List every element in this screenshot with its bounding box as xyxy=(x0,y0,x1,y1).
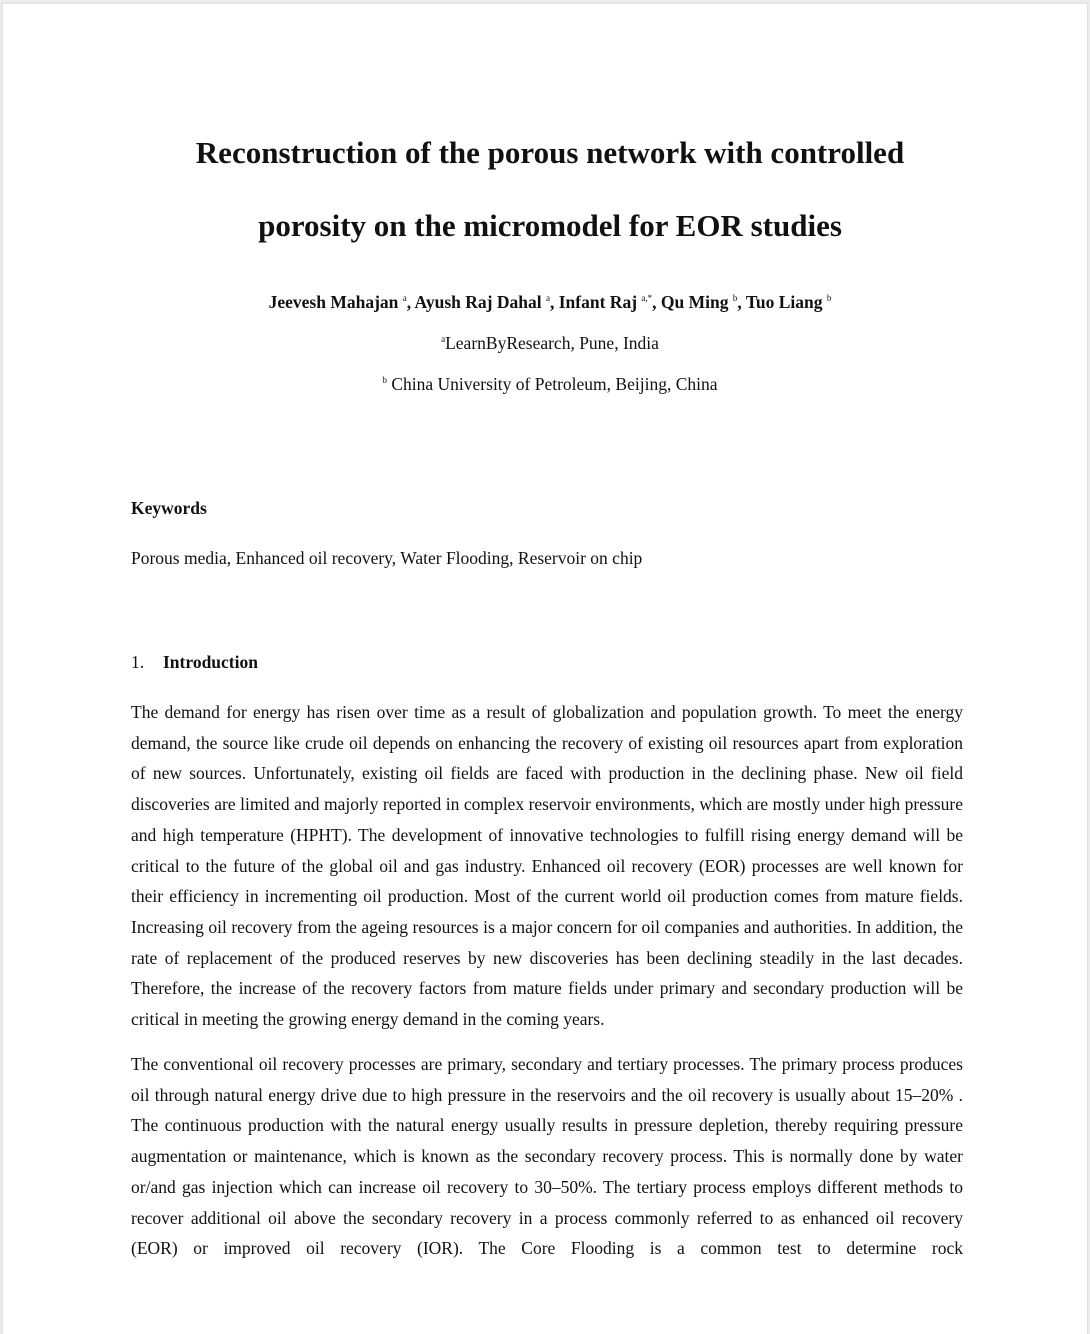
section-heading xyxy=(131,652,258,673)
paper-title-line-2: porosity on the micromodel for EOR studies xyxy=(258,208,842,243)
author-name: Jeevesh Mahajan xyxy=(268,292,399,312)
paper-title-line-1: Reconstruction of the porous network with controlled xyxy=(195,135,905,170)
affiliation-mark: a xyxy=(441,334,446,344)
keywords-heading: Keywords xyxy=(131,498,207,518)
author-affiliation-mark: a xyxy=(546,293,550,303)
author-separator: , xyxy=(737,292,746,312)
author-affiliation-mark: a,* xyxy=(641,293,653,303)
author-name: Qu Ming xyxy=(660,292,729,312)
keywords-text: Porous media, Enhanced oil recovery, Water Flooding, Reservoir on chip xyxy=(131,548,643,568)
body-paragraph-2: The conventional oil recovery processes are primary, secondary and tertiary processes. The primary process produces oil through natural energy drive due to high pressure in the reservoirs and the oil recovery is usually about 15–20% . The continuous production with the natural energy usually results in pressure depletion, thereby requiring pressure augmentation or maintenance, which is known as the secondary recovery process. This is normally done by water or/and gas injection which can increase oil recovery to 30–50%. The tertiary process employs different methods to recover additional oil above the secondary recovery in a process commonly referred to as enhanced oil recovery (EOR) or improved oil recovery (IOR). The Core Flooding is a common test to determine rock xyxy=(131,1054,963,1259)
author-affiliation-mark: a xyxy=(402,293,407,303)
affiliation-b xyxy=(3,374,1090,395)
author-separator: , xyxy=(550,292,559,312)
body-paragraph-1: The demand for energy has risen over time as a result of globalization and population growth. To meet the energy demand, the source like crude oil depends on enhancing the recovery of existing oil resources apart from exploration of new sources. Unfortunately, existing oil fields are faced with production in the declining phase. New oil field discoveries are limited and majorly reported in complex reservoir environments, which are mostly under high pressure and high temperature (HPHT). The development of innovative technologies to fulfill rising energy demand will be critical to the future of the global oil and gas industry. Enhanced oil recovery (EOR) processes are well known for their efficiency in incrementing oil production. Most of the current world oil production comes from mature fields. Increasing oil recovery from the ageing resources is a major concern for oil companies and authorities. In addition, the rate of replacement of the produced reserves by new discoveries has been declining steadily in the last decades. Therefore, the increase of the recovery factors from mature fields under primary and secondary production will be critical in meeting the growing energy demand in the coming years. xyxy=(131,702,963,1030)
author-name: Tuo Liang xyxy=(745,292,823,312)
affiliation-a xyxy=(3,333,1090,354)
affiliation-text: China University of Petroleum, Beijing, China xyxy=(391,374,718,394)
paper-page xyxy=(3,4,1087,1334)
affiliation-mark: b xyxy=(382,375,387,385)
author-name: Infant Raj xyxy=(558,292,638,312)
section-number: 1. xyxy=(131,652,145,672)
section-title: Introduction xyxy=(163,652,258,672)
author-affiliation-mark: b xyxy=(826,293,832,303)
affiliation-text: LearnByResearch, Pune, India xyxy=(445,333,659,353)
author-list xyxy=(3,292,1090,313)
author-separator: , xyxy=(652,292,661,312)
author-name: Ayush Raj Dahal xyxy=(414,292,542,312)
author-affiliation-mark: b xyxy=(732,293,738,303)
author-separator: , xyxy=(406,292,415,312)
